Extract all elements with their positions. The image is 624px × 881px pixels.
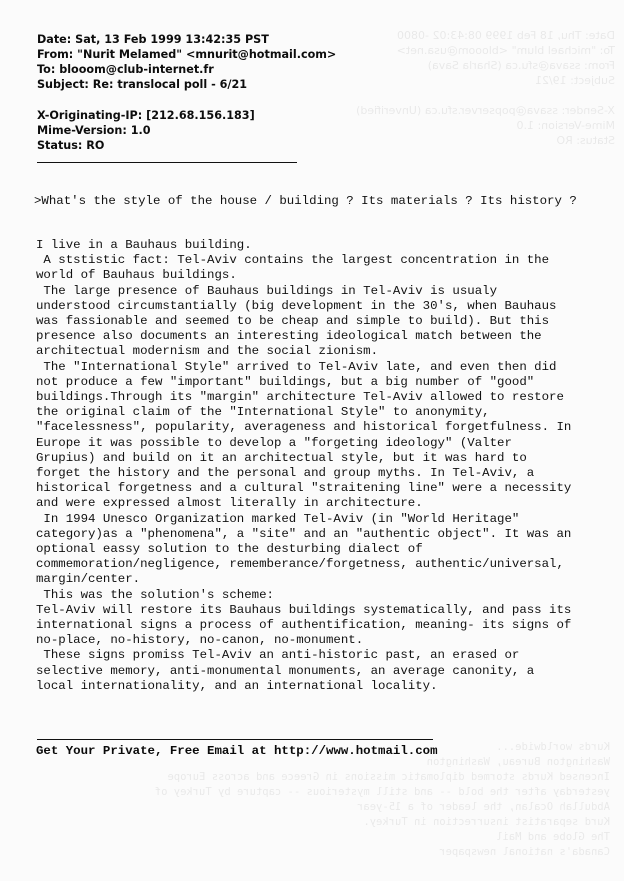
body-line: presence also documents an interesting ideological match between the <box>36 329 542 344</box>
body-line: historical forgetness and a cultural "straitening line" were a necessity <box>36 481 572 496</box>
body-line: commemoration/negligence, rememberance/forgetness, authentic/universal, <box>36 557 564 572</box>
bleed-through-text-top: Date: Thu, 18 Feb 1999 08:43:02 -0800 To: "michael blum" <blooom@usa.net> From: ssava@sfu.ca (Sharla Sava) Subject: 19/21 X-Sender: ssava@popserver.sfu.ca (Unverified) Mime-Version: 1.0 Status: RO <box>356 29 615 147</box>
body-line: The large presence of Bauhaus buildings in Tel-Aviv is usualy <box>36 283 498 298</box>
body-line: architectual modernism and the social zionism. <box>36 344 379 359</box>
body-line: This was the solution's scheme: <box>36 587 274 602</box>
body-line: no-place, no-history, no-canon, no-monument. <box>36 633 364 648</box>
body-line: Grupius) and build on it an architectual style, but it was hard to <box>36 450 527 465</box>
signature-divider <box>37 739 433 740</box>
header-from: From: "Nurit Melamed" <mnurit@hotmail.com> <box>37 48 337 61</box>
header-spacer <box>37 92 336 108</box>
header-date: Date: Sat, 13 Feb 1999 13:42:35 PST <box>37 33 269 46</box>
body-line: I live in a Bauhaus building. <box>36 238 252 252</box>
hotmail-link[interactable]: http://www.hotmail.com <box>273 744 438 758</box>
hotmail-signature <box>36 744 438 759</box>
body-line: was fassionable and seemed to be cheap and simple to build). But this <box>36 314 550 329</box>
header-divider <box>37 162 297 163</box>
body-line: international signs a process of authentification, meaning- its signs of <box>36 618 572 633</box>
bleed-through-text-bottom: Kurds worldwide... Washington Bureau, Washington Incensed Kurds stormed diplomatic missions in Greece and across Europe yesterday after the bold -- and still mysterious -- capture by Turkey of Abdullah Ocalan, the leader of a 15-year Kurd separatist insurrection in Turkey. The Globe and Mail Canada's national newspaper <box>154 741 610 858</box>
header-mime-version: Mime-Version: 1.0 <box>37 124 151 137</box>
header-to: To: blooom@club-internet.fr <box>37 63 214 76</box>
body-line: Tel-Aviv will restore its Bauhaus buildings systematically, and pass its <box>36 602 572 617</box>
email-body <box>36 238 621 694</box>
body-line: Europe it was possible to develop a "forgeting ideology" (Valter <box>36 435 512 450</box>
body-line: and were expressed almost literally in architecture. <box>36 496 423 511</box>
body-line: A ststistic fact: Tel-Aviv contains the largest concentration in the <box>36 253 550 268</box>
body-line: forget the history and the personal and group myths. In Tel-Aviv, a <box>36 466 535 481</box>
quoted-question: >What's the style of the house / building ? Its materials ? Its history ? <box>34 194 577 208</box>
body-line: local internationality, and an international locality. <box>36 678 438 693</box>
body-line: These signs promiss Tel-Aviv an anti-historic past, an erased or <box>36 648 520 663</box>
body-line: buildings.Through its "margin" architecture Tel-Aviv allowed to restore <box>36 390 564 405</box>
signature-text: Get Your Private, Free Email at <box>36 744 274 758</box>
header-x-originating-ip: X-Originating-IP: [212.68.156.183] <box>37 109 255 122</box>
body-line: world of Bauhaus buildings. <box>36 268 237 283</box>
body-line: category)as a "phenomena", a "site" and an "authentic object". It was an <box>36 526 572 541</box>
body-line: understood circumstantially (big development in the 30's, when Bauhaus <box>36 298 557 313</box>
header-subject: Subject: Re: translocal poll - 6/21 <box>37 78 248 91</box>
body-line: the original claim of the "International Style" to anonymity, <box>36 405 490 420</box>
body-line: margin/center. <box>36 572 141 587</box>
body-line: In 1994 Unesco Organization marked Tel-Aviv (in "World Heritage" <box>36 511 520 526</box>
header-status: Status: RO <box>37 139 105 152</box>
body-line: The "International Style" arrived to Tel-Aviv late, and even then did <box>36 359 557 374</box>
body-line: optional eassy solution to the desturbing dialect of <box>36 542 423 557</box>
body-line: "facelessness", popularity, averageness and historical forgetfulness. In <box>36 420 572 435</box>
body-line: selective memory, anti-monumental monuments, an average canonity, a <box>36 663 535 678</box>
email-headers <box>37 32 336 153</box>
body-line: not produce a few "important" buildings, but a big number of "good" <box>36 374 535 389</box>
